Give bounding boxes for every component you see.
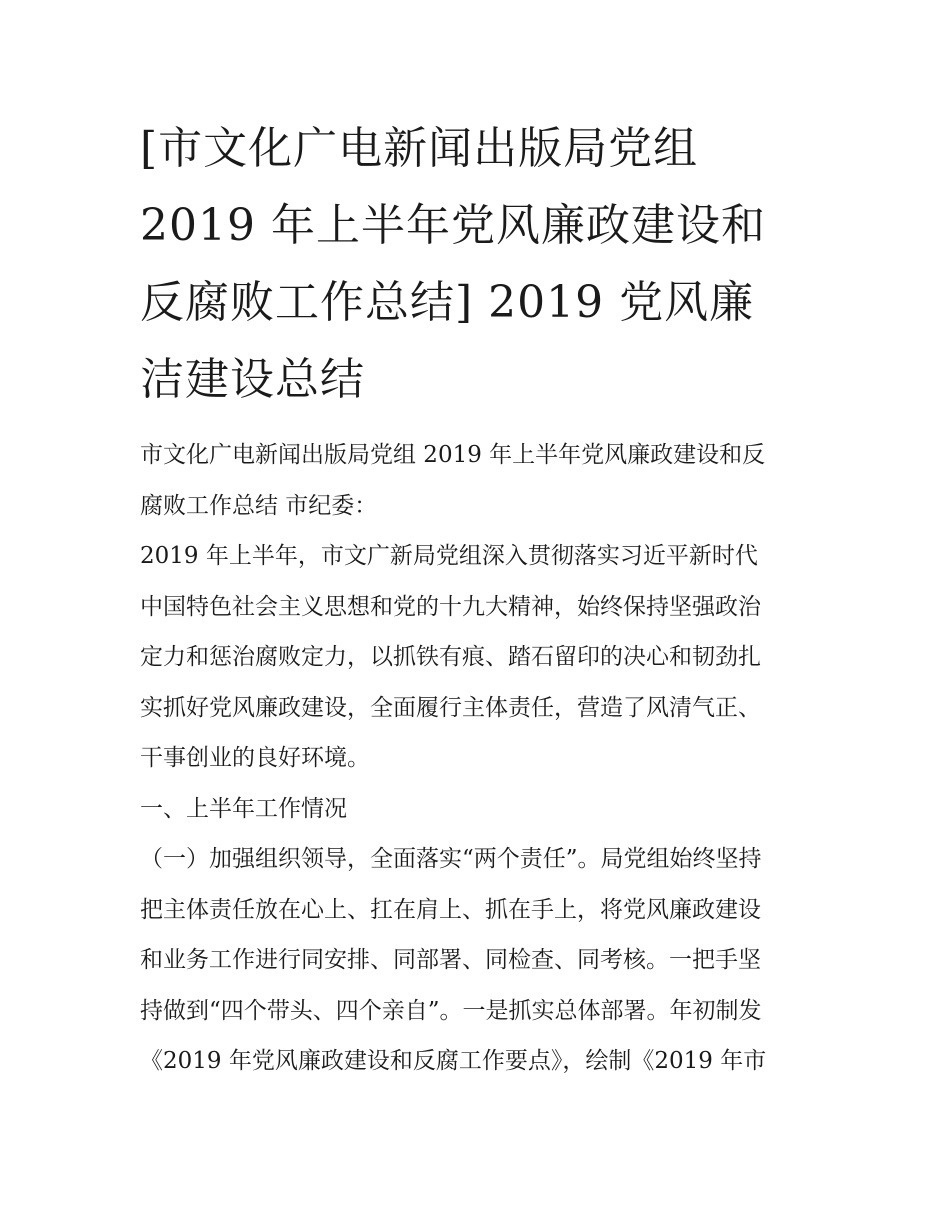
text-line: 干事创业的良好环境。 (140, 745, 370, 771)
text-line: 定力和惩治腐败定力，以抓铁有痕、踏石留印的决心和韧劲扎 (140, 644, 761, 670)
text-line: 实抓好党风廉政建设，全面履行主体责任，营造了风清气正、 (140, 694, 761, 721)
text-line: 《2019 年党风廉政建设和反腐工作要点》，绘制《2019 年市 (140, 1048, 767, 1074)
document-body (140, 430, 830, 1087)
paragraph-intro (140, 531, 830, 784)
text-line: 和业务工作进行同安排、同部署、同检查、同考核。一把手坚 (140, 947, 761, 973)
document-title (140, 110, 840, 418)
title-line: 洁建设总结 (140, 354, 365, 405)
text-line: （一）加强组织领导，全面落实“两个责任”。局党组始终坚持 (140, 846, 762, 872)
section-heading (140, 784, 830, 835)
title-line: [市文化广电新闻出版局党组 (140, 123, 699, 174)
text-line: 中国特色社会主义思想和党的十九大精神，始终保持坚强政治 (140, 593, 761, 620)
text-line: 市文化广电新闻出版局党组 2019 年上半年党风廉政建设和反 (140, 442, 766, 468)
text-line: 2019 年上半年，市文广新局党组深入贯彻落实习近平新时代 (140, 543, 758, 569)
paragraph-salutation (140, 430, 830, 531)
text-line: 把主体责任放在心上、扛在肩上、抓在手上，将党风廉政建设 (140, 896, 761, 923)
text-line: 一、上半年工作情况 (140, 795, 347, 822)
text-line: 腐败工作总结 市纪委： (140, 492, 378, 519)
title-line: 反腐败工作总结] 2019 党风廉 (140, 277, 755, 328)
text-line: 持做到“四个带头、四个亲自”。一是抓实总体部署。年初制发 (140, 997, 762, 1024)
paragraph-section-1 (140, 834, 830, 1087)
title-line: 2019 年上半年党风廉政建设和 (140, 200, 766, 251)
